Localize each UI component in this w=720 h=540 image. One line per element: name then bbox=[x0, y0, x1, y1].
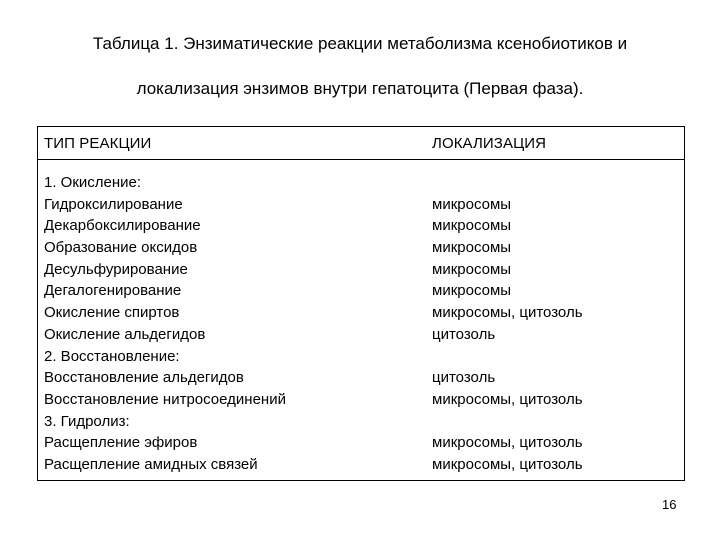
table-row bbox=[44, 454, 286, 476]
row-localization: микросомы bbox=[432, 217, 512, 235]
row-localization: микросомы, цитозоль bbox=[432, 455, 583, 473]
row-localization bbox=[432, 346, 583, 368]
table-row bbox=[44, 324, 286, 346]
header-localization: ЛОКАЛИЗАЦИЯ bbox=[432, 135, 547, 152]
row-localization: микросомы bbox=[432, 239, 512, 257]
reaction-column bbox=[44, 172, 286, 476]
table-row bbox=[44, 346, 286, 368]
table-title-line-1: Таблица 1. Энзиматические реакции метаболизма ксенобиотиков и bbox=[92, 34, 628, 53]
table-row bbox=[44, 259, 286, 281]
row-localization: цитозоль bbox=[432, 325, 496, 343]
row-reaction: Окисление спиртов bbox=[44, 304, 180, 322]
row-number: 2. bbox=[44, 347, 57, 365]
row-reaction: Восстановление: bbox=[56, 347, 180, 365]
header-reaction-type: ТИП РЕАКЦИИ bbox=[44, 135, 152, 152]
metabolism-table bbox=[37, 126, 685, 481]
row-localization: микросомы, цитозоль bbox=[432, 434, 583, 452]
table-title-line-2: локализация энзимов внутри гепатоцита (Первая фаза). bbox=[136, 79, 584, 98]
table-row bbox=[44, 280, 286, 302]
table-row bbox=[44, 411, 286, 433]
page-number: 16 bbox=[662, 497, 677, 512]
row-reaction: Десульфурирование bbox=[44, 260, 188, 278]
table-row bbox=[44, 432, 286, 454]
row-reaction: Окисление альдегидов bbox=[44, 325, 206, 343]
row-reaction: Окисление: bbox=[56, 174, 142, 191]
row-reaction: Расщепление амидных связей bbox=[44, 455, 258, 473]
table-row bbox=[44, 215, 286, 237]
row-reaction: Восстановление альдегидов bbox=[44, 369, 244, 387]
row-reaction: Гидролиз: bbox=[56, 412, 130, 430]
row-localization: микросомы, цитозоль bbox=[432, 390, 583, 408]
row-localization: микросомы bbox=[432, 282, 512, 300]
table-row bbox=[44, 367, 286, 389]
table-row bbox=[44, 302, 286, 324]
table-row bbox=[44, 237, 286, 259]
row-localization: цитозоль bbox=[432, 369, 496, 387]
row-localization: микросомы bbox=[432, 260, 512, 278]
row-localization: микросомы bbox=[432, 195, 512, 213]
localization-column bbox=[432, 172, 583, 476]
row-number: 1. bbox=[44, 174, 57, 191]
row-reaction: Гидроксилирование bbox=[44, 195, 183, 213]
row-localization: микросомы, цитозоль bbox=[432, 304, 583, 322]
row-number: 3. bbox=[44, 412, 57, 430]
row-reaction: Дегалогенирование bbox=[44, 282, 182, 300]
row-localization bbox=[432, 172, 583, 194]
header-divider bbox=[38, 159, 684, 160]
table-row bbox=[44, 194, 286, 216]
row-reaction: Восстановление нитросоединений bbox=[44, 390, 286, 408]
row-reaction: Расщепление эфиров bbox=[44, 434, 198, 452]
row-localization bbox=[432, 411, 583, 433]
table-row bbox=[44, 172, 286, 194]
table-row bbox=[44, 389, 286, 411]
row-reaction: Декарбоксилирование bbox=[44, 217, 201, 235]
row-reaction: Образование оксидов bbox=[44, 239, 198, 257]
